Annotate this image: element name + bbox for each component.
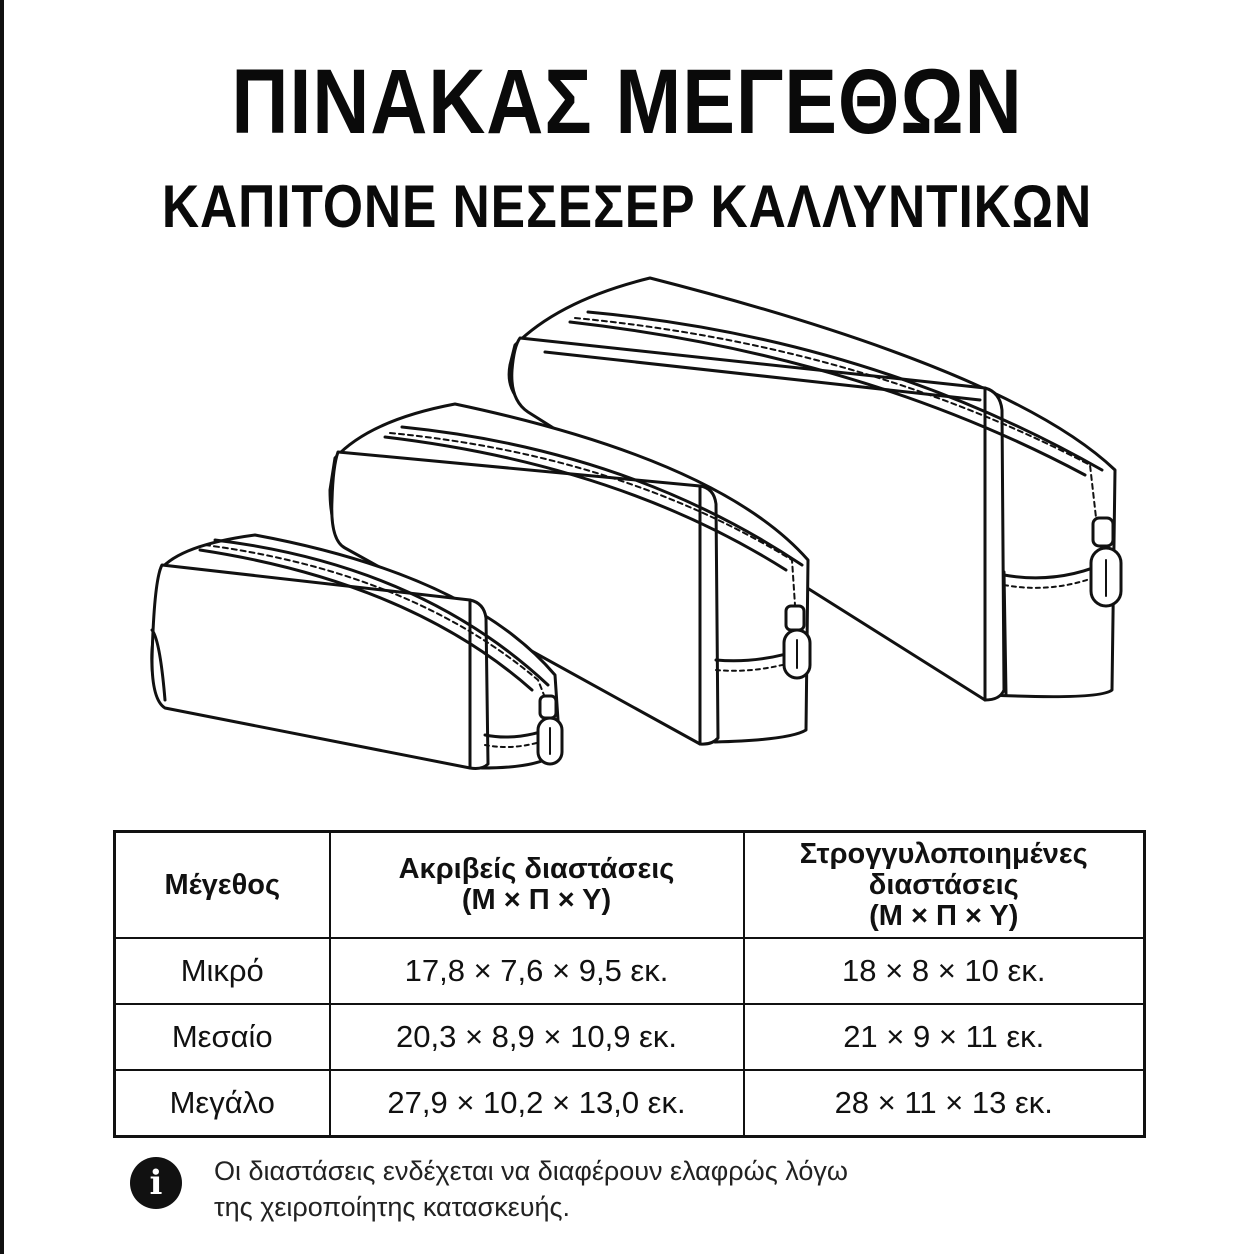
cell-size: Μεγάλο [115, 1070, 330, 1137]
header-size [115, 832, 330, 939]
table-row [115, 1004, 1145, 1070]
footnote-line1: Οι διαστάσεις ενδέχεται να διαφέρουν ελαφρώς λόγω [214, 1156, 848, 1186]
header-rounded-line1: Στρογγυλοποιημένες [799, 837, 1088, 870]
cell-exact: 27,9 × 10,2 × 13,0 εκ. [330, 1070, 744, 1137]
size-table [113, 830, 1143, 1138]
cell-size: Μικρό [115, 938, 330, 1004]
header-rounded [744, 832, 1145, 939]
header-exact [330, 832, 744, 939]
bags-illustration [0, 260, 1254, 800]
cell-rounded: 21 × 9 × 11 εκ. [744, 1004, 1145, 1070]
footnote-text [214, 1153, 1014, 1225]
table-row [115, 1070, 1145, 1137]
cell-exact: 17,8 × 7,6 × 9,5 εκ. [330, 938, 744, 1004]
cell-rounded: 18 × 8 × 10 εκ. [744, 938, 1145, 1004]
page-subtitle: ΚΑΠΙΤΟΝΕ ΝΕΣΕΣΕΡ ΚΑΛΛΥΝΤΙΚΩΝ [161, 173, 1093, 240]
footnote-line2: της χειροποίητης κατασκευής. [214, 1192, 571, 1222]
header-exact-line2: (Μ × Π × Υ) [461, 884, 612, 916]
header-rounded-line3: (Μ × Π × Υ) [869, 899, 1019, 932]
info-icon: i [130, 1157, 182, 1209]
header-size-label: Μέγεθος [164, 868, 281, 901]
header-rounded-line2: διαστάσεις [868, 868, 1019, 901]
table-row [115, 938, 1145, 1004]
cell-exact: 20,3 × 8,9 × 10,9 εκ. [330, 1004, 744, 1070]
page-title: ΠΙΝΑΚΑΣ ΜΕΓΕΘΩΝ [231, 51, 1023, 153]
table-header-row [115, 832, 1145, 939]
header-exact-line1: Ακριβείς διαστάσεις [398, 853, 675, 885]
cell-rounded: 28 × 11 × 13 εκ. [744, 1070, 1145, 1137]
cell-size: Μεσαίο [115, 1004, 330, 1070]
